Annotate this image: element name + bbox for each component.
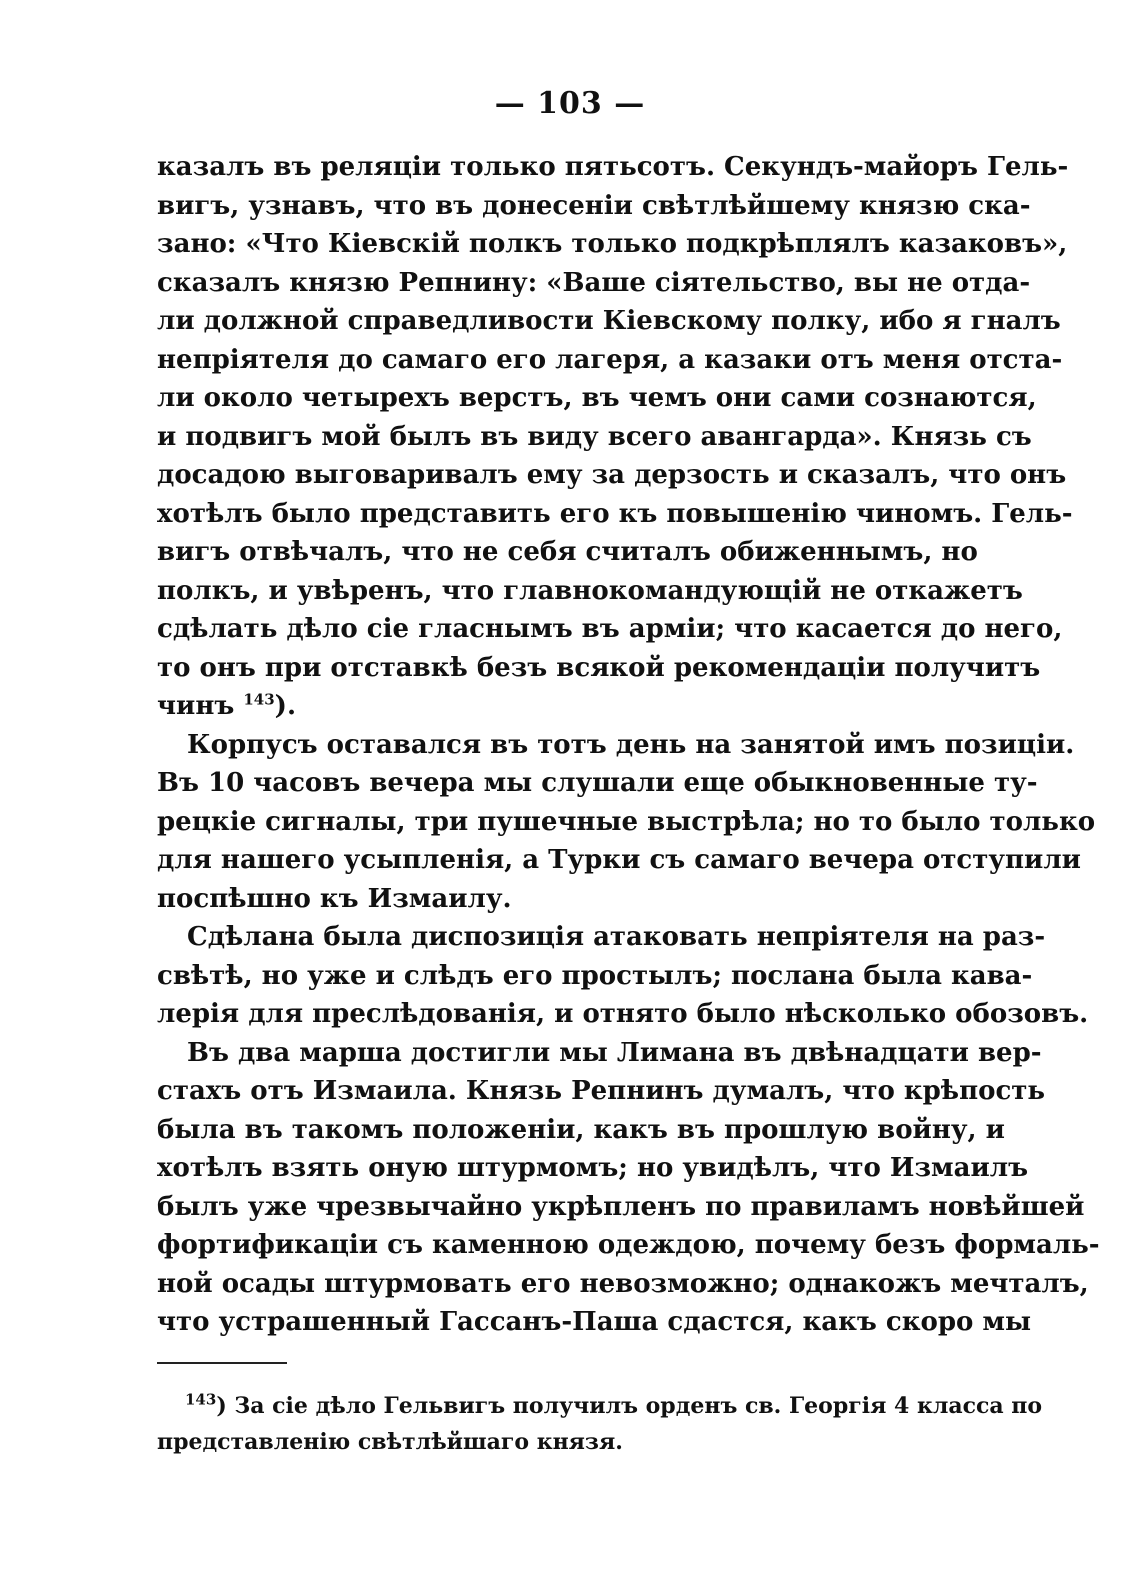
text-fragment: чинъ <box>157 691 235 721</box>
text-line: непріятеля до самаго его лагеря, а казаки отъ меня отста- <box>157 344 1063 375</box>
text-line: Сдѣлана была диспозиція атаковать непріятеля на раз- <box>187 922 1046 952</box>
text-line: что устрашенный Гассанъ-Паша сдастся, какъ скоро мы <box>157 1307 1032 1337</box>
text-line: поспѣшно къ Измаилу. <box>157 883 512 914</box>
text-line: хотѣлъ взять оную штурмомъ; но увидѣлъ, что Измаилъ <box>157 1153 1029 1183</box>
footnote-number: 143 <box>185 1390 217 1409</box>
footnote-text: ) За сіе дѣло Гельвигъ получилъ орденъ св. Георгія 4 класса по <box>216 1393 1043 1419</box>
footnote <box>157 1388 1043 1460</box>
text-line: Въ два марша достигли мы Лимана въ двѣнадцати вер- <box>187 1037 1042 1068</box>
text-line: сказалъ князю Репнину: «Ваше сіятельство, вы не отда- <box>157 267 1031 298</box>
text-line-with-note <box>157 687 947 726</box>
text-line: то онъ при отставкѣ безъ всякой рекомендаціи получитъ <box>157 652 1041 683</box>
text-line: казалъ въ реляціи только пятьсотъ. Секундъ-майоръ Гель- <box>157 152 1069 182</box>
text-line: полкъ, и увѣренъ, что главнокомандующій не откажетъ <box>157 575 1023 606</box>
footnote-line: представленію свѣтлѣйшаго князя. <box>157 1429 623 1455</box>
main-text <box>157 148 1100 1342</box>
text-line: Въ 10 часовъ вечера мы слушали еще обыкновенные ту- <box>157 768 1038 798</box>
footnote-reference: 143 <box>243 690 275 709</box>
text-line: вигъ отвѣчалъ, что не себя считалъ обиженнымъ, но <box>157 537 978 567</box>
footnote-divider <box>157 1362 287 1364</box>
text-line: была въ такомъ положеніи, какъ въ прошлую войну, и <box>157 1114 1005 1145</box>
text-line: Корпусъ оставался въ тотъ день на занятой имъ позиціи. <box>187 729 1075 760</box>
text-line: вигъ, узнавъ, что въ донесеніи свѣтлѣйшему князю ска- <box>157 190 1031 221</box>
text-line: былъ уже чрезвычайно укрѣпленъ по правиламъ новѣйшей <box>157 1191 1085 1222</box>
text-line: рецкіе сигналы, три пушечные выстрѣла; но то было только <box>157 806 1096 837</box>
text-fragment: ). <box>274 691 297 721</box>
text-line: ной осады штурмовать его невозможно; однакожъ мечталъ, <box>157 1268 1089 1299</box>
text-line: фортификаціи съ каменною одеждою, почему безъ формаль- <box>157 1230 1100 1260</box>
text-line: ли должной справедливости Кіевскому полку, ибо я гналъ <box>157 306 1061 336</box>
text-line: досадою выговаривалъ ему за дерзость и сказалъ, что онъ <box>157 460 1067 490</box>
text-line: ли около четырехъ верстъ, въ чемъ они сами сознаются, <box>157 383 1037 413</box>
text-line: хотѣлъ было представить его къ повышенію чиномъ. Гель- <box>157 498 1073 529</box>
text-line: для нашего усыпленія, а Турки съ самаго вечера отступили <box>157 845 1081 875</box>
text-line: стахъ отъ Измаила. Князь Репнинъ думалъ, что крѣпость <box>157 1076 1046 1106</box>
text-line: и подвигъ мой былъ въ виду всего авангарда». Князь съ <box>157 421 1032 452</box>
text-line: лерія для преслѣдованія, и отнято было нѣсколько обозовъ. <box>157 999 1089 1029</box>
page-number: — 103 — <box>494 86 646 121</box>
text-line: сдѣлать дѣло сіе гласнымъ въ арміи; что касается до него, <box>157 614 1063 644</box>
text-line: свѣтѣ, но уже и слѣдъ его простылъ; послана была кава- <box>157 960 1033 991</box>
footnote-line <box>157 1388 1043 1424</box>
text-line: зано: «Что Кіевскій полкъ только подкрѣплялъ казаковъ», <box>157 229 1068 259</box>
